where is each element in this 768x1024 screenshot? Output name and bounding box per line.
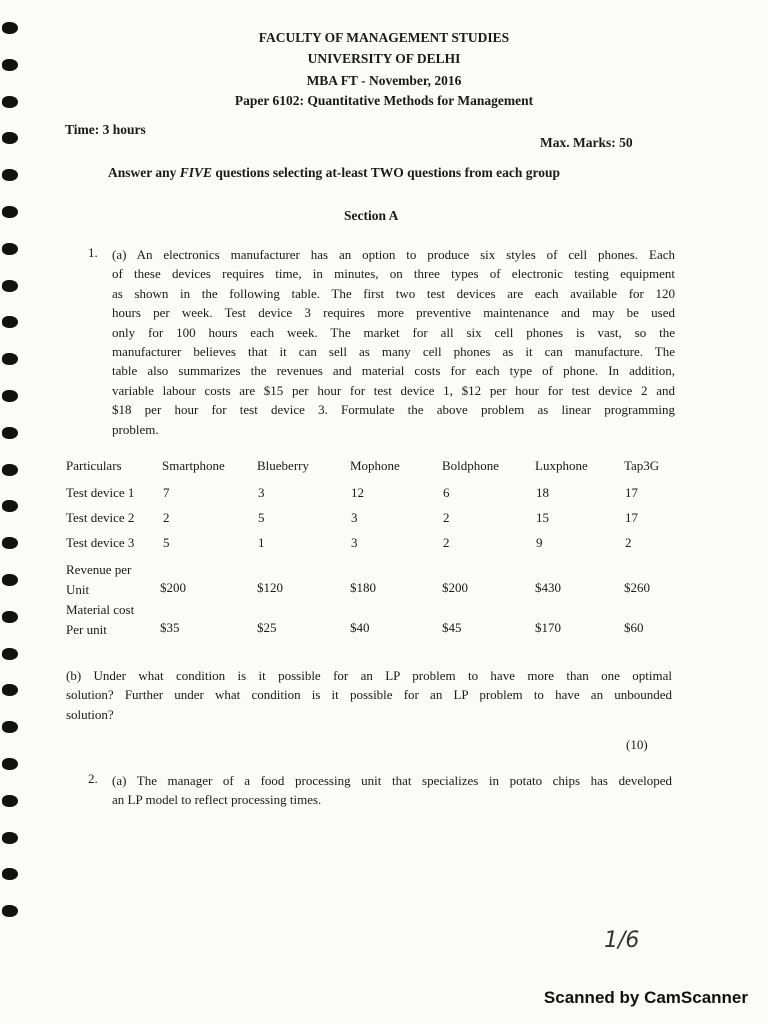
row-label: Material cost	[66, 602, 135, 617]
time-allowed: Time: 3 hours	[65, 122, 146, 137]
row-label: Test device 3	[66, 535, 135, 550]
text-line: only for 100 hours each week. The market for all six cell phones is vast, so the	[112, 324, 675, 340]
table-cell: 17	[625, 485, 638, 500]
table-cell: $25	[257, 620, 277, 635]
camscanner-watermark: Scanned by CamScanner	[543, 988, 748, 1007]
university-heading: UNIVERSITY OF DELHI	[307, 51, 461, 66]
row-label: Revenue per	[66, 562, 132, 577]
binding-hole	[2, 611, 18, 623]
text-line: an LP model to reflect processing times.	[112, 792, 322, 808]
text-line: manufacturer believes that it can sell as many cell phones as it can manufacture. The	[112, 344, 675, 360]
table-header: Particulars	[66, 458, 122, 473]
instructions-post: questions selecting at-least TWO questions from each group	[212, 165, 561, 180]
instructions-five: FIVE	[179, 165, 213, 180]
row-label: Unit	[66, 582, 90, 597]
instructions	[108, 165, 560, 181]
text-line: of these devices requires time, in minutes, on three types of electronic testing equipment	[112, 266, 675, 282]
faculty-heading: FACULTY OF MANAGEMENT STUDIES	[258, 30, 510, 45]
page-number: 1/6	[604, 928, 640, 953]
text-line: problem.	[112, 421, 159, 437]
binding-hole	[2, 758, 18, 770]
table-cell: $260	[624, 580, 650, 595]
q1-marks: (10)	[626, 737, 648, 752]
table-cell: 18	[536, 485, 549, 500]
table-cell: 1	[258, 535, 265, 550]
table-cell: 3	[351, 535, 358, 550]
table-cell: 2	[163, 510, 170, 525]
binding-hole	[2, 169, 18, 181]
binding-hole	[2, 648, 18, 660]
table-cell: 6	[443, 485, 450, 500]
binding-hole	[2, 721, 18, 733]
table-header: Blueberry	[257, 458, 309, 473]
text-line: hours per week. Test device 3 requires more preventive maintenance and may be used	[112, 305, 675, 321]
table-cell: $60	[624, 620, 644, 635]
table-cell: 2	[443, 510, 450, 525]
binding-hole	[2, 206, 18, 218]
text-line: table also summarizes the revenues and material costs for each type of phone. In addition,	[112, 363, 675, 379]
text-line: solution?	[66, 706, 114, 722]
binding-hole	[2, 280, 18, 292]
binding-hole	[2, 684, 18, 696]
binding-hole	[2, 132, 18, 144]
binding-hole	[2, 574, 18, 586]
exam-heading: MBA FT - November, 2016	[306, 73, 462, 88]
table-cell: $430	[535, 580, 561, 595]
instructions-pre: Answer any	[108, 165, 180, 180]
table-cell: 9	[536, 535, 543, 550]
spiral-binding	[0, 0, 22, 960]
binding-hole	[2, 905, 18, 917]
binding-hole	[2, 353, 18, 365]
table-header: Tap3G	[624, 458, 660, 473]
row-label: Test device 1	[66, 485, 135, 500]
binding-hole	[2, 427, 18, 439]
binding-hole	[2, 832, 18, 844]
table-cell: $35	[160, 620, 180, 635]
table-cell: $170	[535, 620, 561, 635]
table-cell: 3	[258, 485, 265, 500]
table-header: Mophone	[350, 458, 400, 473]
binding-hole	[2, 868, 18, 880]
table-cell: $180	[350, 580, 376, 595]
table-cell: $200	[442, 580, 468, 595]
table-cell: 17	[625, 510, 638, 525]
table-cell: $200	[160, 580, 186, 595]
section-title: Section A	[344, 208, 399, 223]
table-header: Luxphone	[535, 458, 588, 473]
table-cell: 3	[351, 510, 358, 525]
q1-number: 1.	[88, 245, 98, 260]
paper-heading: Paper 6102: Quantitative Methods for Management	[234, 93, 534, 108]
q1-part-b	[66, 666, 672, 724]
text-line: (a) The manager of a food processing unit that specializes in potato chips has developed	[112, 773, 672, 788]
binding-hole	[2, 243, 18, 255]
text-line: as shown in the following table. The first two test devices are each available for 120	[112, 285, 675, 301]
table-cell: $120	[257, 580, 283, 595]
q2-number: 2.	[88, 771, 98, 786]
text-line: solution? Further under what condition is it possible for an LP problem to have an unbounded	[66, 687, 672, 703]
row-label: Per unit	[66, 622, 107, 637]
table-cell: 2	[625, 535, 632, 550]
table-cell: 7	[163, 485, 170, 500]
table-cell: 2	[443, 535, 450, 550]
binding-hole	[2, 316, 18, 328]
table-cell: 5	[163, 535, 170, 550]
table-cell: $40	[350, 620, 370, 635]
table-header: Smartphone	[162, 458, 225, 473]
binding-hole	[2, 537, 18, 549]
text-line: variable labour costs are $15 per hour for test device 1, $12 per hour for test device 2 and	[112, 382, 675, 398]
text-line: (b) Under what condition is it possible for an LP problem to have more than one optimal	[66, 668, 672, 683]
binding-hole	[2, 795, 18, 807]
binding-hole	[2, 464, 18, 476]
binding-hole	[2, 390, 18, 402]
binding-hole	[2, 500, 18, 512]
text-line: (a) An electronics manufacturer has an option to produce six styles of cell phones. Each	[112, 247, 675, 262]
q1-part-a	[112, 245, 675, 439]
table-cell: 12	[351, 485, 364, 500]
table-cell: 15	[536, 510, 549, 525]
table-header: Boldphone	[442, 458, 500, 473]
row-label: Test device 2	[66, 510, 135, 525]
max-marks: Max. Marks: 50	[540, 135, 633, 150]
text-line: $18 per hour for test device 3. Formulate the above problem as linear programming	[112, 402, 675, 418]
table-cell: $45	[442, 620, 462, 635]
q2-part-a	[112, 771, 672, 810]
table-cell: 5	[258, 510, 265, 525]
